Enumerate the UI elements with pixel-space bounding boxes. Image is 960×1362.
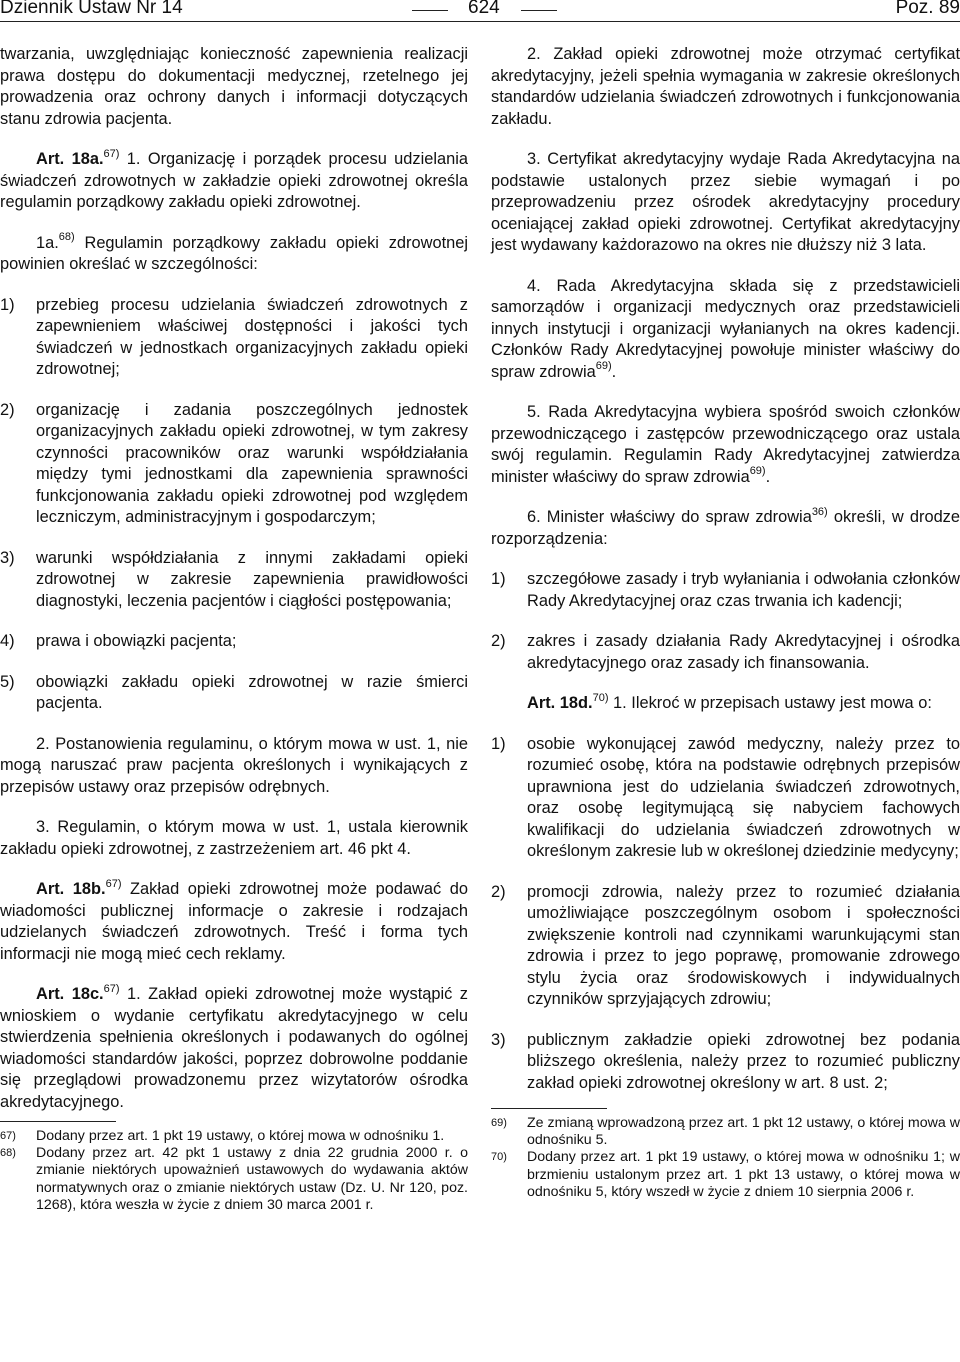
paragraph-text: 6. Minister właściwy do spraw zdrowia — [527, 508, 812, 526]
list-item — [0, 295, 468, 381]
page-number: 624 — [468, 0, 500, 18]
item-number: 3) — [491, 1030, 506, 1049]
footnote-text: Dodany przez art. 42 pkt 1 ustawy z dnia 22 grudnia 2000 r. o zmianie niektórych upoważnień ustawowych do wydawania aktów normatywnych oraz o zmianie niektórych ustaw (Dz. U. Nr 120, poz. 1268), która weszła w życie z dniem 30 marca 2001 r. — [36, 1145, 468, 1213]
item-text: zakres i zasady działania Rady Akredytacyjnej i ośrodka akredytacyjnego oraz zasady ich finansowania. — [527, 632, 960, 672]
list-item — [491, 734, 960, 863]
header-rule — [0, 21, 960, 22]
intro-paragraph: twarzania, uwzględniając konieczność zapewnienia realizacji prawa dostępu do dokumentacji medycznej, rzetelnego jej prowadzenia oraz ochrony danych i informacji dotyczących stanu zdrowia pacjenta. — [0, 45, 468, 128]
footnote — [0, 1145, 468, 1214]
list-item — [0, 548, 468, 613]
art-18d — [491, 693, 960, 715]
footnote — [491, 1115, 960, 1149]
item-number: 2) — [491, 882, 506, 901]
paragraph-5 — [491, 402, 960, 488]
list-item — [0, 631, 468, 653]
list-item — [491, 1030, 960, 1095]
position-number: Poz. 89 — [895, 0, 960, 18]
footnote-ref: 67) — [103, 982, 120, 995]
paragraph-tail: . — [611, 362, 617, 381]
item-text: przebieg procesu udzielania świadczeń zdrowotnych z zapewnieniem właściwej dostępności i jakości tych świadczeń w jednostkach organizacyjnych zakładu opieki zdrowotnej; — [36, 295, 468, 378]
page-header — [0, 0, 960, 22]
item-number: 4) — [0, 632, 15, 650]
item-text: szczegółowe zasady i tryb wyłaniania i odwołania członków Rady Akredytacyjnej oraz czas trwania ich kadencji; — [527, 570, 960, 610]
article-label: Art. 18b. — [36, 880, 106, 898]
footnote-ref: 69) — [595, 360, 612, 373]
paragraph-3: 3. Certyfikat akredytacyjny wydaje Rada Akredytacyjna na podstawie ustalonych przez siebie wymagań i po przeprowadzeniu przez ośrodek akredytacyjny procedury oceniającej zakład opieki zdrowotnej. Certyfikat akredytacyjny jest wydawany każdorazowo na okres nie dłuższy niż 3 lata. — [491, 150, 960, 254]
art-18b — [0, 879, 468, 965]
footnote-key: 69) — [491, 1117, 507, 1129]
footnote-text: Dodany przez art. 1 pkt 19 ustawy, o której mowa w odnośniku 1. — [36, 1128, 445, 1144]
footnote-rule — [491, 1108, 607, 1109]
paragraph-1a — [0, 233, 468, 276]
paragraph-2: 2. Postanowienia regulaminu, o którym mowa w ust. 1, nie mogą naruszać praw pacjenta określonych i wynikających z przepisów ustawy oraz przepisów odrębnych. — [0, 734, 468, 796]
item-number: 2) — [0, 400, 15, 419]
footnote-ref: 68) — [58, 231, 75, 244]
article-text: 1. Ilekroć w przepisach ustawy jest mowa o: — [608, 694, 932, 712]
item-number: 3) — [0, 548, 15, 567]
paragraph-4 — [491, 276, 960, 384]
item-text: warunki współdziałania z innymi zakładami opieki zdrowotnej w zakresie zapewnienia prawidłowości diagnostyki, leczenia pacjentów i ciągłości postępowania; — [36, 548, 468, 610]
item-number: 1) — [0, 295, 15, 314]
journal-title: Dziennik Ustaw Nr 14 — [0, 0, 183, 18]
right-column — [491, 44, 960, 1201]
paragraph-label: 1a. — [36, 233, 59, 252]
list-item — [491, 569, 960, 612]
article-text: 1. Organizację i porządek procesu udzielania świadczeń zdrowotnych w zakładzie opieki zdrowotnej określa regulamin porządkowy zakładu opieki zdrowotnej. — [0, 150, 468, 211]
list-item — [0, 400, 468, 529]
paragraph-2: 2. Zakład opieki zdrowotnej może otrzymać certyfikat akredytacyjny, jeżeli spełnia wymagania w zakresie określonych standardów udzielania świadczeń zdrowotnych i funkcjonowania zakładu. — [491, 45, 960, 128]
header-dash-left — [412, 10, 448, 11]
footnote-ref: 67) — [105, 877, 122, 890]
footnote-key: 70) — [491, 1151, 507, 1164]
list-item — [491, 631, 960, 674]
list-item — [0, 672, 468, 715]
item-text: prawa i obowiązki pacjenta; — [36, 632, 237, 650]
item-text: publicznym zakładzie opieki zdrowotnej bez podania bliższego określenia, należy przez to rozumieć publiczny zakład opieki zdrowotnej określony w art. 8 ust. 2; — [527, 1030, 960, 1092]
item-number: 2) — [491, 632, 506, 650]
paragraph-tail: . — [765, 467, 771, 486]
article-label: Art. 18a. — [36, 150, 104, 168]
footnote-ref: 67) — [103, 147, 120, 160]
paragraph-text: Regulamin porządkowy zakładu opieki zdrowotnej powinien określać w szczególności: — [0, 233, 468, 273]
item-number: 1) — [491, 570, 506, 588]
item-text: organizację i zadania poszczególnych jednostek organizacyjnych zakładu opieki zdrowotnej, w tym zakresy czynności pracowników oraz warunki współdziałania między tymi jednostkami dla zapewnienia sprawności funkcjonowania zakładu opieki zdrowotnej pod względem leczniczym, administracyjnym i gospodarczym; — [36, 400, 468, 526]
item-text: obowiązki zakładu opieki zdrowotnej w razie śmierci pacjenta. — [36, 672, 468, 712]
paragraph-3: 3. Regulamin, o którym mowa w ust. 1, ustala kierownik zakładu opieki zdrowotnej, z zastrzeżeniem art. 46 pkt 4. — [0, 818, 468, 858]
footnote-key: 68) — [0, 1147, 16, 1160]
left-column — [0, 44, 468, 1214]
item-text: osobie wykonującej zawód medyczny, należy przez to rozumieć osobę, która na podstawie odrębnych przepisów uprawniona jest do udzielania świadczeń zdrowotnych, oraz osobę legitymującą się nabyciem fachowych kwalifikacji do udzielania świadczeń zdrowotnych w określonym zakresie lub w określonej dziedzinie medycyny; — [527, 734, 960, 860]
header-dash-right — [521, 10, 557, 11]
paragraph-text: 4. Rada Akredytacyjna składa się z przedstawicieli samorządów i organizacji medycznych oraz przedstawicieli innych instytucji i organizacji wyłanianych na okres kadencji. Członków Rady Akredytacyjnej powołuje minister właściwy do spraw zdrowia — [491, 276, 960, 381]
item-number: 5) — [0, 672, 15, 691]
article-text: 1. Zakład opieki zdrowotnej może wystąpić z wnioskiem o wydanie certyfikatu akredytacyjnego w celu stwierdzenia spełnienia określonych i podawanych do ogólnej wiadomości standardów jakości, poprzez dobrowolne poddanie się przeglądowi prowadzonemu przez wizytatorów ośrodka akredytacyjnego. — [0, 985, 468, 1111]
footnote-text: Dodany przez art. 1 pkt 19 ustawy, o której mowa w odnośniku 1; w brzmieniu ustalonym przez art. 1 pkt 13 ustawy, o której mowa w odnośniku 5, który wszedł w życie z dniem 10 sierpnia 2006 r. — [527, 1149, 960, 1200]
footnote-ref: 70) — [592, 691, 609, 704]
footnote-key: 67) — [0, 1130, 16, 1142]
paragraph-6 — [491, 507, 960, 550]
art-18c — [0, 984, 468, 1113]
article-label: Art. 18c. — [36, 985, 104, 1003]
art-18a — [0, 149, 468, 214]
item-number: 1) — [491, 734, 506, 753]
paragraph-tail: określi, w drodze rozporządzenia: — [491, 508, 960, 548]
list-item — [491, 882, 960, 1011]
footnote-ref: 36) — [811, 505, 828, 518]
footnote — [0, 1128, 468, 1145]
footnote-ref: 69) — [749, 465, 766, 478]
paragraph-text: 5. Rada Akredytacyjna wybiera spośród swoich członków przewodniczącego i zastępców przewodniczącego oraz ustala swój regulamin. Regulamin Rady Akredytacyjnej zatwierdza minister właściwy do spraw zdrowia — [491, 403, 960, 486]
footnote-rule — [0, 1121, 116, 1122]
footnote-text: Ze zmianą wprowadzoną przez art. 1 pkt 12 ustawy, o której mowa w odnośniku 5. — [527, 1115, 960, 1149]
article-text: Zakład opieki zdrowotnej może podawać do wiadomości publicznej informacje o zakresie i rodzajach udzielanych świadczeń zdrowotnych. Treść i forma tych informacji nie mogą mieć cech reklamy. — [0, 880, 468, 963]
article-label: Art. 18d. — [527, 694, 593, 712]
item-text: promocji zdrowia, należy przez to rozumieć działania umożliwiające poszczególnym osobom i społeczności zwiększenie kontroli nad czynnikami warunkującymi stan zdrowia i przez to jego poprawę, promowanie zdrowego stylu życia oraz środowiskowych i indywidualnych czynników sprzyjających zdrowiu; — [527, 882, 960, 1008]
footnote — [491, 1149, 960, 1201]
